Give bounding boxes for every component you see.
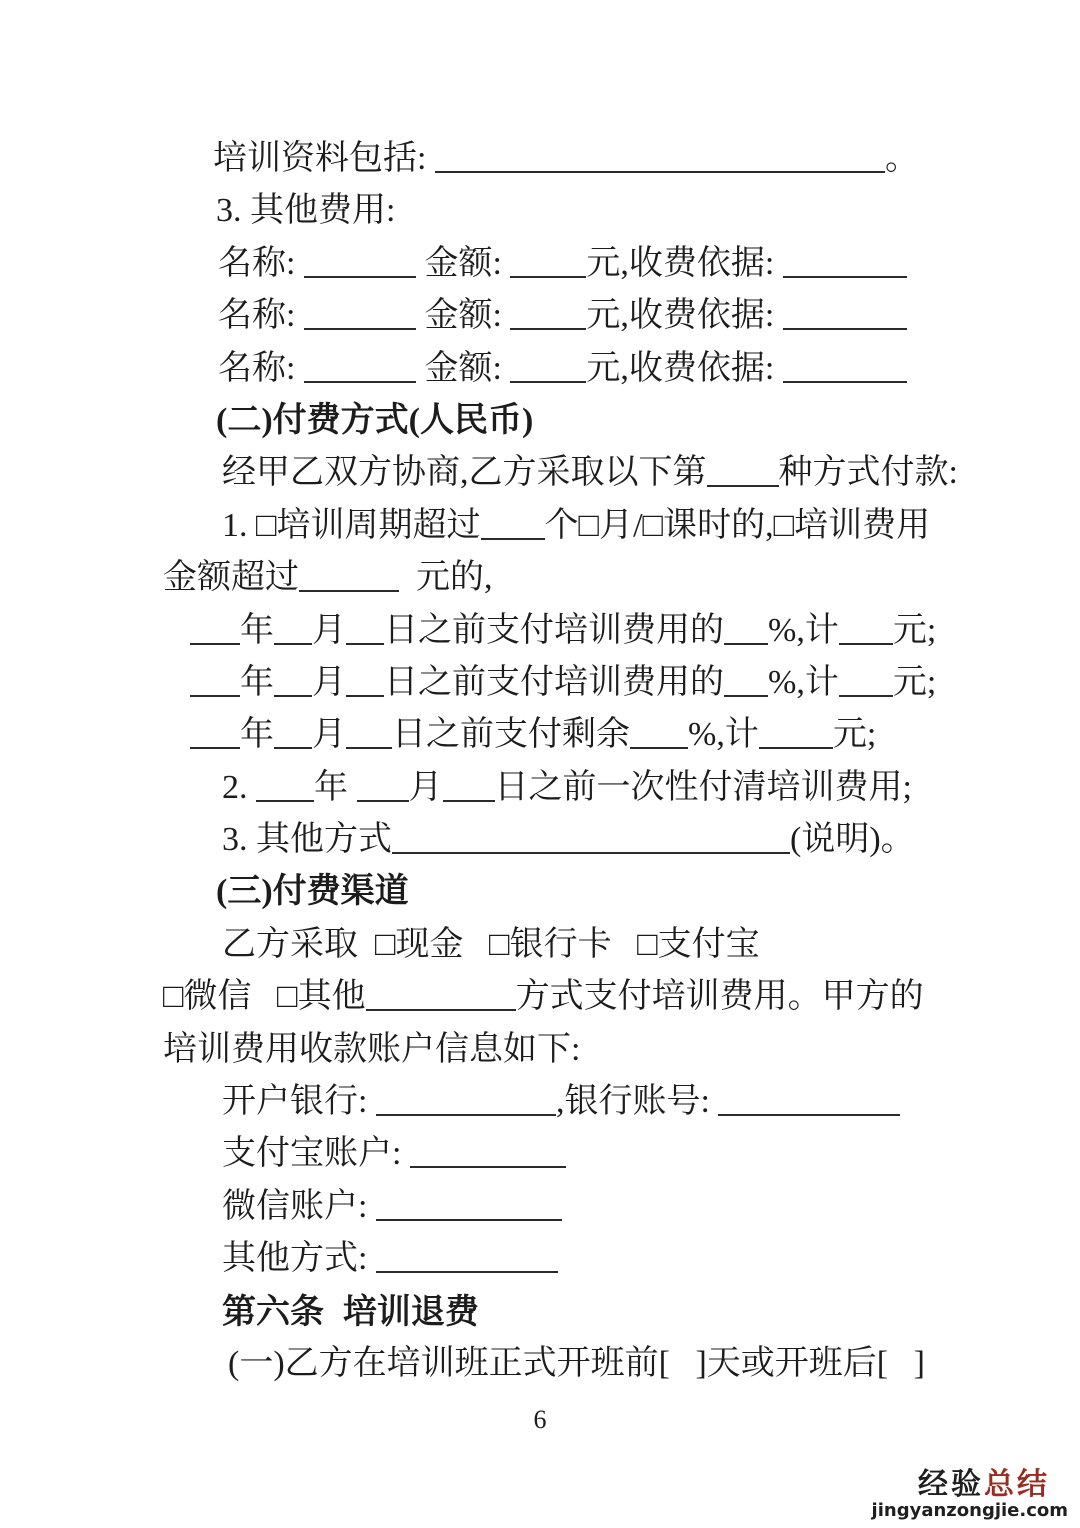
document-body bbox=[163, 133, 1043, 1390]
text-segment: 开户银行: bbox=[222, 1083, 376, 1121]
blank-field bbox=[346, 637, 384, 645]
blank-field bbox=[346, 741, 392, 749]
text-segment: 1. □培训周期超过 bbox=[222, 506, 481, 544]
text-segment: 金额: bbox=[415, 244, 511, 282]
blank-field bbox=[724, 637, 768, 645]
page-number: 6 bbox=[533, 1405, 547, 1434]
text-segment: 名称: bbox=[218, 244, 304, 282]
text-segment: 日之前支付剩余 bbox=[392, 716, 630, 754]
document-line bbox=[163, 447, 1043, 499]
text-segment: (三)付费渠道 bbox=[216, 873, 409, 911]
watermark-brand-red: 总结 bbox=[984, 1467, 1050, 1502]
text-segment: 月 bbox=[312, 716, 346, 754]
text-segment: 方式支付培训费用。甲方的 bbox=[515, 978, 924, 1016]
blank-field bbox=[376, 1213, 562, 1221]
blank-field bbox=[190, 637, 240, 645]
text-segment: ,银行账号: bbox=[555, 1083, 719, 1121]
text-segment: %,计 bbox=[768, 663, 839, 701]
text-segment: 第六条 培训退费 bbox=[222, 1292, 479, 1331]
document-line bbox=[163, 971, 1043, 1023]
text-segment: 日之前一次性付清培训费用; bbox=[494, 768, 912, 806]
document-line bbox=[163, 1024, 1043, 1076]
blank-field bbox=[410, 1160, 566, 1168]
text-segment: 微信账户: bbox=[222, 1187, 376, 1225]
blank-field bbox=[435, 165, 885, 173]
blank-field bbox=[759, 741, 833, 749]
document-line bbox=[163, 500, 1043, 552]
text-segment: 名称: bbox=[218, 349, 304, 387]
text-segment: 支付宝账户: bbox=[222, 1135, 410, 1173]
text-segment: 年 bbox=[240, 663, 274, 701]
text-segment: 元; bbox=[892, 663, 937, 701]
text-segment: 金额: bbox=[415, 297, 511, 335]
blank-field bbox=[481, 532, 545, 540]
text-segment: 元; bbox=[832, 716, 877, 754]
watermark-site-url: jingyanzongjie.com bbox=[871, 1500, 1068, 1521]
text-segment: 月 bbox=[312, 663, 346, 701]
text-segment: 2. bbox=[222, 768, 256, 806]
document-line bbox=[163, 762, 1043, 814]
text-segment: 月 bbox=[408, 768, 443, 806]
blank-field bbox=[366, 1003, 516, 1011]
text-segment: 年 bbox=[240, 611, 274, 649]
text-segment: 其他方式: bbox=[222, 1240, 376, 1278]
blank-field bbox=[783, 270, 907, 278]
blank-field bbox=[304, 375, 416, 383]
blank-field bbox=[718, 1108, 900, 1116]
text-segment: (二)付费方式(人民币) bbox=[216, 401, 534, 439]
document-line bbox=[163, 133, 1043, 185]
watermark-brand-black: 经验 bbox=[918, 1467, 984, 1502]
text-segment: 元,收费依据: bbox=[586, 349, 783, 387]
blank-field bbox=[839, 689, 893, 697]
blank-field bbox=[304, 270, 416, 278]
blank-field bbox=[274, 637, 312, 645]
blank-field bbox=[274, 689, 312, 697]
document-line bbox=[163, 343, 1043, 395]
blank-field bbox=[256, 794, 314, 802]
text-segment: 元; bbox=[892, 611, 937, 649]
document-line bbox=[163, 1128, 1043, 1180]
text-segment: 元,收费依据: bbox=[586, 244, 783, 282]
blank-field bbox=[443, 794, 495, 802]
blank-field bbox=[510, 375, 586, 383]
text-segment: 乙方采取 □现金 □银行卡 □支付宝 bbox=[222, 925, 760, 963]
blank-field bbox=[783, 322, 907, 330]
document-line bbox=[163, 709, 1043, 761]
text-segment: 种方式付款: bbox=[778, 454, 958, 492]
blank-field bbox=[510, 322, 586, 330]
text-segment: 元,收费依据: bbox=[586, 297, 783, 335]
text-segment: 金额超过 bbox=[163, 559, 299, 597]
blank-field bbox=[304, 322, 416, 330]
document-line bbox=[163, 1233, 1043, 1285]
document-line bbox=[163, 1181, 1043, 1233]
document-line bbox=[163, 238, 1043, 290]
text-segment: 3. 其他方式 bbox=[222, 821, 392, 859]
blank-field bbox=[630, 741, 688, 749]
document-line bbox=[163, 290, 1043, 342]
text-segment: 年 bbox=[240, 716, 274, 754]
text-segment: 元的, bbox=[399, 559, 493, 597]
text-segment: %,计 bbox=[688, 716, 759, 754]
document-line bbox=[163, 395, 1043, 447]
blank-field bbox=[392, 846, 790, 854]
document-line bbox=[163, 657, 1043, 709]
blank-field bbox=[376, 1265, 558, 1273]
text-segment: 年 bbox=[314, 768, 357, 806]
watermark bbox=[871, 1467, 1068, 1521]
text-segment: 日之前支付培训费用的 bbox=[384, 663, 724, 701]
blank-field bbox=[707, 479, 779, 487]
text-segment: 名称: bbox=[218, 297, 304, 335]
blank-field bbox=[724, 689, 768, 697]
text-segment: 经甲乙双方协商,乙方采取以下第 bbox=[222, 454, 707, 492]
document-line bbox=[163, 185, 1043, 237]
text-segment: □微信 □其他 bbox=[163, 978, 366, 1016]
text-segment: 个□月/□课时的,□培训费用 bbox=[544, 506, 931, 544]
text-segment: 3. 其他费用: bbox=[216, 192, 396, 230]
text-segment: 。 bbox=[884, 140, 919, 177]
text-segment: (一)乙方在培训班正式开班前[ ]天或开班后[ ] bbox=[228, 1344, 925, 1382]
text-segment: %,计 bbox=[768, 611, 839, 649]
text-segment: 培训费用收款账户信息如下: bbox=[163, 1030, 581, 1068]
text-segment: 培训资料包括: bbox=[213, 140, 435, 177]
text-segment: 月 bbox=[312, 611, 346, 649]
blank-field bbox=[190, 741, 240, 749]
blank-field bbox=[357, 794, 409, 802]
blank-field bbox=[376, 1108, 556, 1116]
blank-field bbox=[510, 270, 586, 278]
document-line bbox=[163, 814, 1043, 866]
blank-field bbox=[274, 741, 312, 749]
document-line bbox=[163, 552, 1043, 604]
document-line bbox=[163, 605, 1043, 657]
text-segment: 日之前支付培训费用的 bbox=[384, 611, 724, 649]
watermark-brand bbox=[872, 1467, 1050, 1502]
document-line bbox=[163, 1076, 1043, 1128]
blank-field bbox=[346, 689, 384, 697]
document-line bbox=[163, 866, 1043, 918]
document-line bbox=[163, 919, 1043, 971]
document-line bbox=[163, 1338, 1043, 1390]
blank-field bbox=[299, 584, 399, 592]
text-segment: 金额: bbox=[415, 349, 511, 387]
blank-field bbox=[839, 637, 893, 645]
blank-field bbox=[190, 689, 240, 697]
blank-field bbox=[783, 375, 907, 383]
text-segment: (说明)。 bbox=[790, 821, 915, 859]
document-line bbox=[163, 1286, 1043, 1338]
